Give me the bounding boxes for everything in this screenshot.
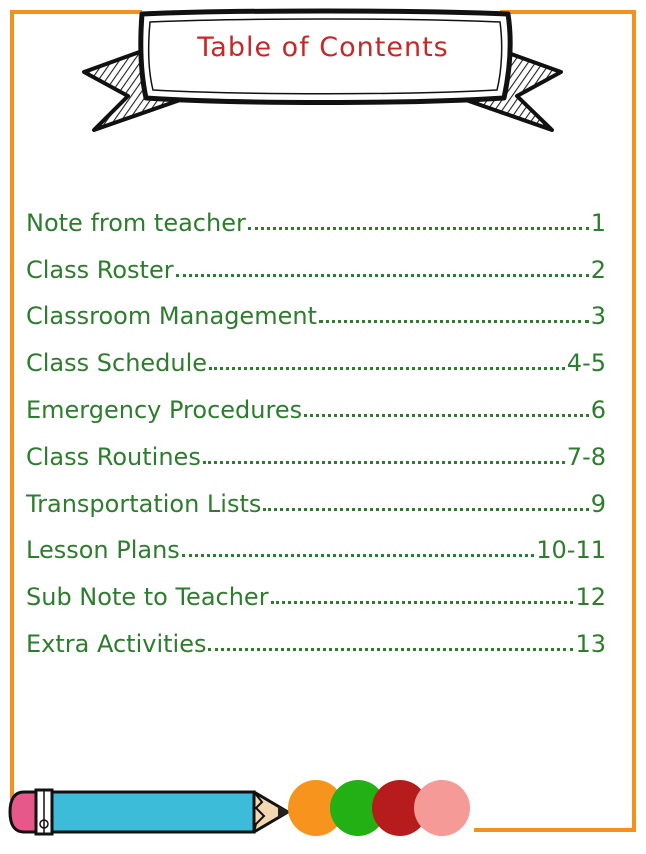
toc-row-page: 1	[590, 208, 606, 237]
toc-row	[26, 516, 606, 563]
toc-list	[26, 188, 606, 656]
toc-row-page: 6	[590, 395, 606, 424]
page-title: Table of Contents	[197, 31, 449, 63]
toc-leader-dots	[319, 320, 589, 323]
toc-row-label: Emergency Procedures	[26, 395, 303, 424]
decorative-circle-pink	[414, 780, 470, 836]
toc-leader-dots	[208, 648, 573, 651]
toc-row	[26, 562, 606, 612]
toc-row-page: 9	[590, 489, 606, 518]
toc-row-page: 13	[575, 629, 606, 658]
toc-row	[26, 469, 606, 516]
page-border-bottom	[474, 828, 636, 832]
toc-leader-dots	[271, 601, 574, 604]
toc-row-label: Class Routines	[26, 442, 201, 471]
toc-row-label: Class Schedule	[26, 349, 208, 378]
pencil-icon	[6, 784, 296, 840]
toc-row-label: Sub Note to Teacher	[26, 583, 269, 612]
toc-leader-dots	[209, 367, 565, 370]
toc-row-label: Lesson Plans	[26, 536, 180, 565]
toc-leader-dots	[176, 274, 589, 277]
toc-row-page: 2	[590, 255, 606, 284]
toc-leader-dots	[263, 508, 588, 511]
toc-row-page: 12	[575, 583, 606, 612]
toc-row	[26, 422, 606, 469]
toc-row	[26, 188, 606, 235]
toc-row-page: 7-8	[566, 442, 606, 471]
toc-row-label: Note from teacher	[26, 208, 246, 237]
toc-leader-dots	[203, 461, 565, 464]
title-banner	[0, 0, 646, 140]
toc-row	[26, 375, 606, 422]
toc-row-page: 10-11	[536, 536, 606, 565]
toc-row	[26, 235, 606, 282]
toc-row-label: Extra Activities	[26, 629, 207, 658]
toc-leader-dots	[248, 227, 589, 230]
toc-row	[26, 328, 606, 378]
toc-row-label: Class Roster	[26, 255, 174, 284]
toc-leader-dots	[304, 414, 589, 417]
toc-row-label: Classroom Management	[26, 302, 317, 331]
toc-row-page: 4-5	[566, 349, 606, 378]
toc-row	[26, 609, 606, 656]
toc-row	[26, 282, 606, 329]
toc-row-label: Transportation Lists	[26, 489, 262, 518]
toc-leader-dots	[182, 554, 534, 557]
toc-row-page: 3	[590, 302, 606, 331]
